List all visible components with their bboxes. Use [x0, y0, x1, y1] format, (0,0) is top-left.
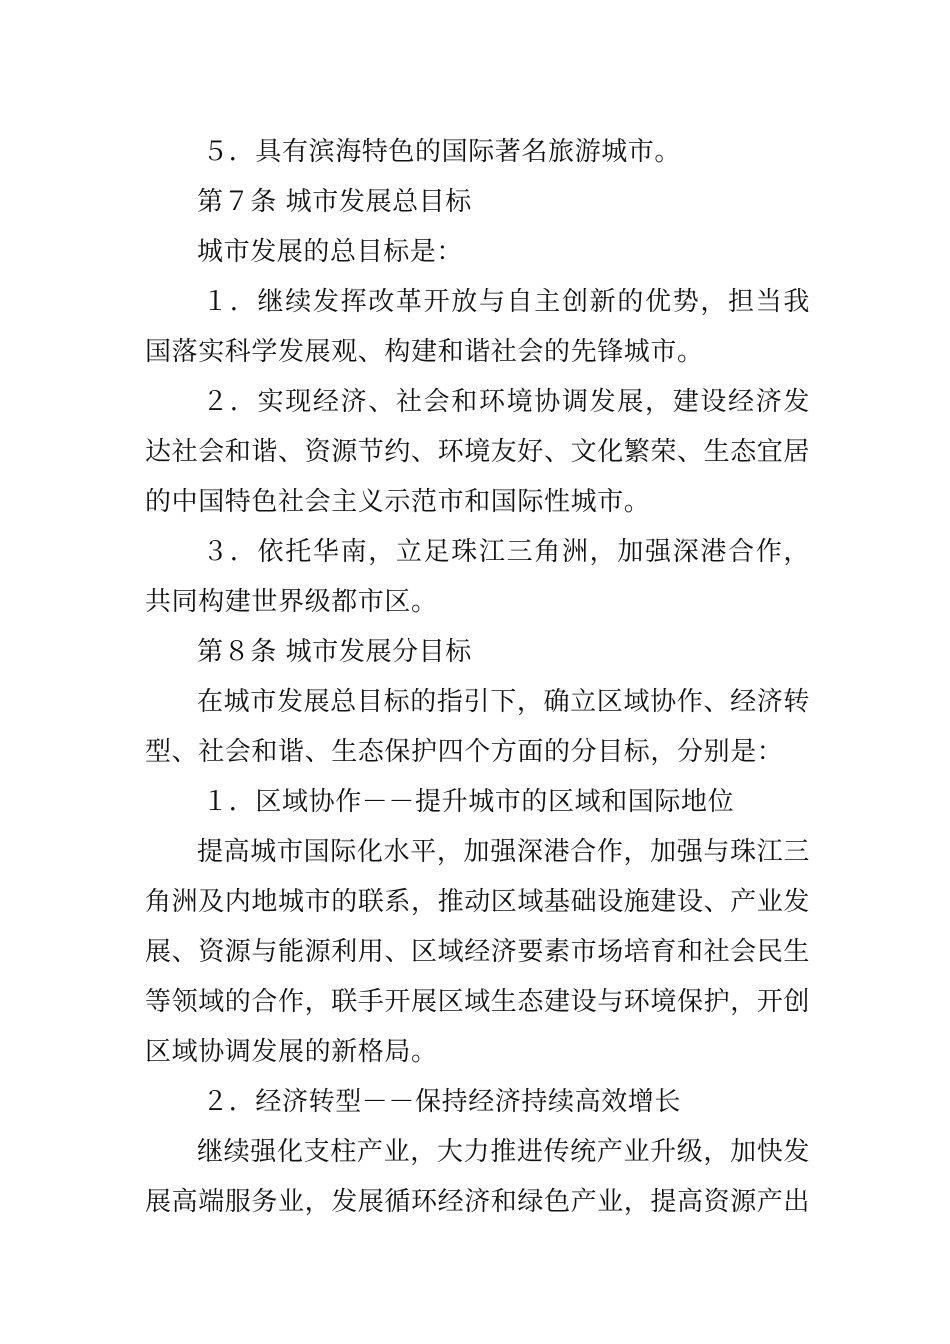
sub-goal-1-body: 提高城市国际化水平，加强深港合作，加强与珠江三角洲及内地城市的联系，推动区域基础设施建设、产业发展、资源与能源利用、区域经济要素市场培育和社会民生等领域的合作，联手开展区域生态建设与环境保护，开创区域协调发展的新格局。: [145, 837, 811, 1067]
article-7-heading: 第７条 城市发展总目标: [197, 187, 472, 217]
sub-goal-1-heading: １．区域协作－－提升城市的区域和国际地位: [202, 787, 735, 817]
document-body: [145, 127, 810, 1227]
overall-goal-intro: 城市发展的总目标是：: [197, 237, 464, 267]
sub-goal-2-body: 继续强化支柱产业，大力推进传统产业升级，加快发展高端服务业，发展循环经济和绿色产业，提高资源产出: [145, 1137, 811, 1217]
article-8-heading: 第８条 城市发展分目标: [197, 637, 472, 667]
sub-goal-2-heading: ２．经济转型－－保持经济持续高效增长: [202, 1087, 681, 1117]
overall-goal-item-3: ３．依托华南，立足珠江三角洲，加强深港合作，共同构建世界级都市区。: [145, 537, 810, 617]
sub-goal-intro: 在城市发展总目标的指引下，确立区域协作、经济转型、社会和谐、生态保护四个方面的分目标，分别是：: [145, 687, 810, 767]
list-item-goal-5: ５．具有滨海特色的国际著名旅游城市。: [202, 137, 681, 167]
overall-goal-item-2: ２．实现经济、社会和环境协调发展，建设经济发达社会和谐、资源节约、环境友好、文化繁荣、生态宜居的中国特色社会主义示范市和国际性城市。: [145, 387, 811, 517]
overall-goal-item-1: １．继续发挥改革开放与自主创新的优势，担当我国落实科学发展观、构建和谐社会的先锋城市。: [145, 287, 810, 367]
